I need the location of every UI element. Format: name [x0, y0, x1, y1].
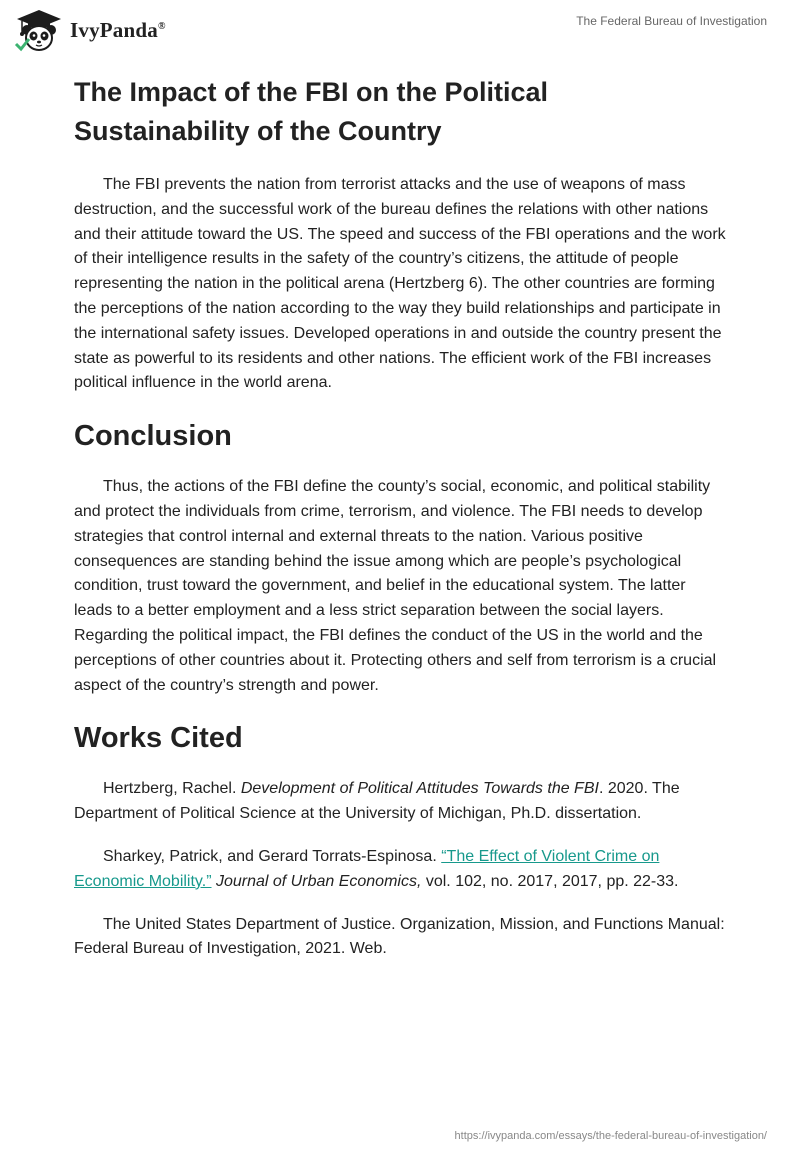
citation-entry: Hertzberg, Rachel. Development of Political Attitudes Towards the FBI. 2020. The Department of Political Science at the University of Michigan, Ph.D. dissertation.: [74, 780, 680, 823]
page-header: [0, 0, 800, 64]
citation-entry: The United States Department of Justice. Organization, Mission, and Functions Manual: Federal Bureau of Investigation, 2021. Web.: [74, 915, 725, 958]
citation-entry: Sharkey, Patrick, and Gerard Torrats-Espinosa. “The Effect of Violent Crime on Economic Mobility.” Journal of Urban Economics, vol. 102, no. 2017, 2017, pp. 22-33.: [74, 847, 679, 890]
panda-graduate-icon: [14, 8, 64, 52]
logo-text: IvyPanda®: [70, 17, 166, 42]
document-title: The Federal Bureau of Investigation: [576, 14, 767, 28]
footer-url[interactable]: https://ivypanda.com/essays/the-federal-bureau-of-investigation/: [454, 1130, 767, 1142]
section-heading-conclusion: Conclusion: [74, 420, 232, 453]
citation-link[interactable]: “The Effect of Violent Crime on Economic Mobility.”: [74, 847, 660, 890]
essay-content: [74, 70, 726, 980]
works-cited-heading: Works Cited: [74, 722, 243, 755]
section-heading-political-impact: The Impact of the FBI on the Political Sustainability of the Country: [74, 77, 549, 146]
political-impact-paragraph: The FBI prevents the nation from terrorist attacks and the use of weapons of mass destruction, and the successful work of the bureau defines the relations with other nations and their attitude toward the US. The speed and success of the FBI operations and the work of their intelligence results in the safety of the country’s citizens, the attitude of people representing the nation in the political arena (Hertzberg 6). The other countries are forming the perceptions of the nation according to the way they build relationships and participate in the international safety issues. Developed operations in and outside the country present the state as powerful to its residents and other nations. The efficient work of the FBI increases political influence in the world arena.: [74, 176, 726, 392]
ivypanda-logo[interactable]: [14, 8, 166, 52]
conclusion-paragraph: Thus, the actions of the FBI define the county’s social, economic, and political stability and protect the individuals from crime, terrorism, and violence. The FBI needs to develop strategies that control internal and external threats to the nation. Various positive consequences are standing behind the issue among which are people’s psychological condition, trust toward the government, and belief in the educational system. The latter leads to a better employment and a less strict separation between the social layers. Regarding the political impact, the FBI defines the conduct of the US in the world and the perceptions of other countries about it. Protecting others and self from terrorism is a crucial aspect of the country’s strength and power.: [74, 478, 717, 694]
